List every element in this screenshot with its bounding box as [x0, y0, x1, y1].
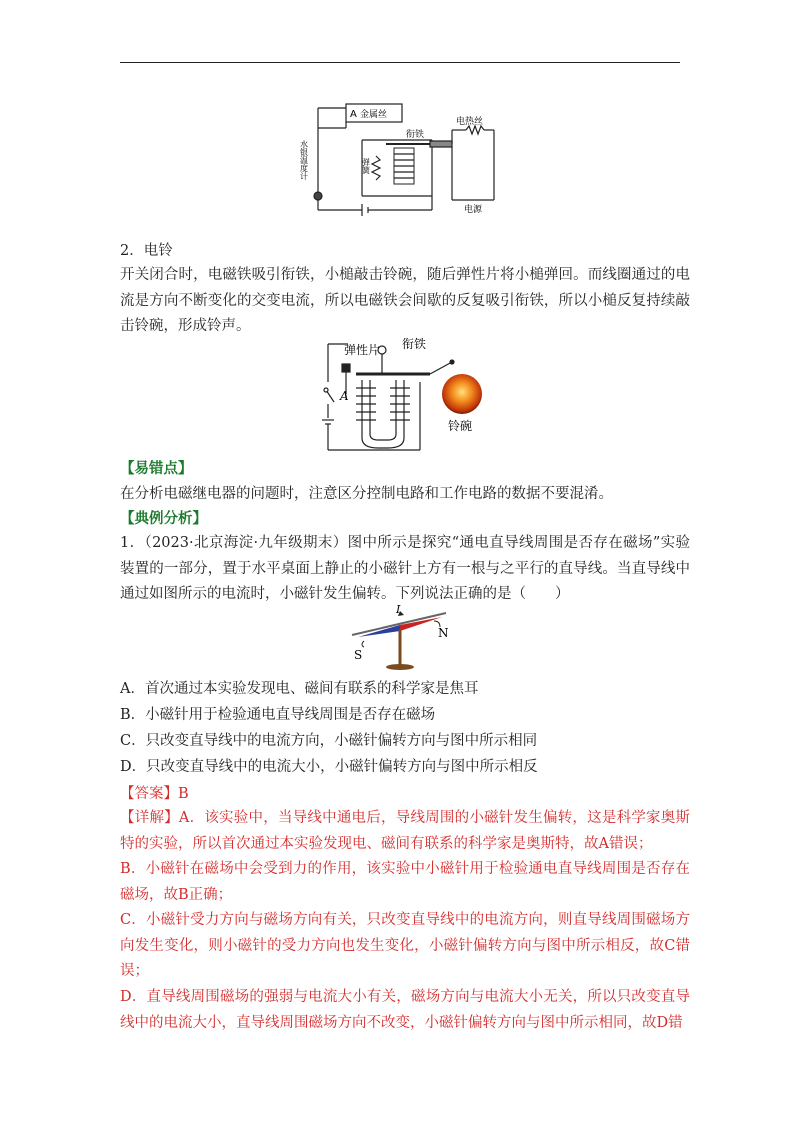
example-question: 1．（2023·北京海淀·九年级期末）图中所示是探究“通电直导线周围是否存在磁场”实验装置的一部分，置于水平桌面上静止的小磁针上方有一根与之平行的直导线。当直导线中通过如图所示的电流时，小磁针发生偏转。下列说法正确的是（ ） [120, 535, 690, 602]
example-title: 【典例分析】 [120, 510, 207, 527]
label-wire: 金属丝 [360, 110, 388, 120]
label-thermometer: 水银温度计 [299, 140, 309, 180]
section-body: 开关闭合时，电磁铁吸引衔铁，小槌敲击铃碗，随后弹性片将小槌弹回。而线圈通过的电流是方向不断变化的交变电流，所以电磁铁会间歇的反复吸引衔铁，所以小槌反复持续敲击铃碗，形成铃声。 [120, 267, 690, 334]
option-d: D．只改变直导线中的电流大小，小磁针偏转方向与图中所示相反 [120, 759, 538, 775]
section-heading: 2．电铃 [120, 243, 173, 259]
label-heater: 电热丝 [456, 117, 484, 127]
label-north: N [438, 626, 449, 640]
option-c: C．只改变直导线中的电流方向，小磁针偏转方向与图中所示相同 [120, 733, 538, 749]
label-armature-2: 衔铁 [402, 337, 427, 351]
label-current: I [396, 603, 401, 616]
answer: 【答案】B [120, 786, 189, 802]
relay-circuit-figure [299, 100, 502, 218]
label-a-2: A [340, 389, 349, 403]
explanation-b: B．小磁针在磁场中会受到力的作用，该实验中小磁针用于检验通电直导线周围是否存在磁场，故B正确； [120, 861, 690, 903]
label-power: 电源 [464, 205, 483, 215]
explanation-a: 【详解】A．该实验中，当导线中通电后，导线周围的小磁针发生偏转，这是科学家奥斯特的实验，所以首次通过本实验发现电、磁间有联系的科学家是奥斯特，故A错误； [120, 810, 690, 852]
option-a: A．首次通过本实验发现电、磁间有联系的科学家是焦耳 [120, 681, 479, 697]
mistake-body: 在分析电磁继电器的问题时，注意区分控制电路和工作电路的数据不要混淆。 [120, 486, 613, 502]
explanation-c: C．小磁针受力方向与磁场方向有关，只改变直导线中的电流方向，则直导线周围磁场方向发生变化，则小磁针的受力方向也发生变化，小磁针偏转方向与图中所示相反，故C错误； [120, 912, 690, 979]
bell-bowl-icon [442, 374, 482, 414]
explanation-d: D．直导线周围磁场的强弱与电流大小有关，磁场方向与电流大小无关，所以只改变直导线中的电流大小，直导线周围磁场方向不改变，小磁针偏转方向与图中所示相同，故D错 [120, 989, 690, 1031]
label-spring-plate: 弹性片 [344, 343, 381, 357]
label-a: A [350, 109, 357, 120]
mistake-title: 【易错点】 [120, 460, 193, 477]
label-bell: 铃碗 [448, 419, 473, 433]
header-rule [120, 62, 680, 63]
option-b: B．小磁针用于检验通电直导线周围是否存在磁场 [120, 707, 436, 723]
compass-needle-figure [348, 605, 458, 675]
electric-bell-figure [312, 334, 492, 458]
label-south: S [354, 648, 363, 662]
label-spring: 弹簧 [361, 158, 371, 174]
label-armature: 衔铁 [406, 130, 425, 140]
